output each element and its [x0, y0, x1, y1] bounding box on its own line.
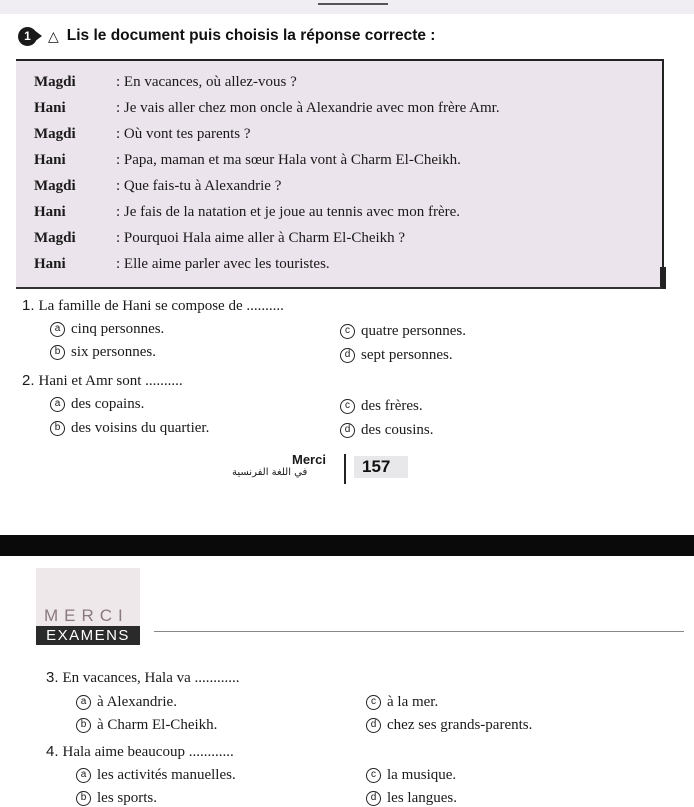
speaker: Magdi	[34, 230, 76, 246]
question-4	[46, 743, 234, 761]
option-text: à Charm El-Cheikh.	[97, 717, 218, 733]
option-3b[interactable]	[76, 716, 217, 734]
question-number: 4.	[46, 743, 59, 760]
option-text: cinq personnes.	[71, 321, 165, 337]
option-text: quatre personnes.	[361, 323, 466, 339]
option-2d[interactable]	[340, 421, 434, 439]
option-letter: a	[50, 397, 65, 412]
question-1	[22, 297, 284, 315]
line-text: : Où vont tes parents ?	[116, 126, 251, 142]
option-text: les langues.	[387, 790, 457, 806]
option-text: des cousins.	[361, 422, 434, 438]
option-letter: d	[340, 423, 355, 438]
instruction-text: Lis le document puis choisis la réponse correcte :	[66, 27, 436, 44]
question-text: La famille de Hani se compose de	[38, 298, 243, 314]
exercise-instruction	[18, 26, 435, 46]
option-letter: d	[366, 718, 381, 733]
footer-arabic-subtitle: في اللغة الفرنسية	[232, 467, 308, 478]
triangle-warning-icon: △	[48, 27, 59, 44]
answer-blank: ..........	[246, 298, 284, 314]
answer-blank: ............	[188, 744, 234, 760]
footer-divider	[344, 454, 346, 484]
option-text: la musique.	[387, 767, 457, 783]
line-text: : En vacances, où allez-vous ?	[116, 74, 297, 90]
option-letter: a	[76, 695, 91, 710]
option-letter: c	[366, 768, 381, 783]
speaker: Magdi	[34, 74, 76, 90]
speaker: Magdi	[34, 178, 76, 194]
option-text: les sports.	[97, 790, 157, 806]
option-letter: a	[76, 768, 91, 783]
number-badge-icon: 1	[18, 27, 37, 46]
line-text: : Pourquoi Hala aime aller à Charm El-Cheikh ?	[116, 230, 406, 246]
option-1b[interactable]	[50, 343, 156, 361]
option-letter: b	[76, 718, 91, 733]
option-letter: b	[76, 791, 91, 806]
question-number: 2.	[22, 372, 35, 389]
option-text: à Alexandrie.	[97, 694, 177, 710]
option-text: des voisins du quartier.	[71, 420, 210, 436]
option-2a[interactable]	[50, 395, 144, 413]
option-1c[interactable]	[340, 322, 466, 340]
speaker: Hani	[34, 152, 66, 168]
option-2c[interactable]	[340, 397, 423, 415]
option-text: les activités manuelles.	[97, 767, 236, 783]
option-3a[interactable]	[76, 693, 177, 711]
option-text: des copains.	[71, 396, 145, 412]
option-4c[interactable]	[366, 766, 456, 784]
option-letter: c	[340, 399, 355, 414]
option-3d[interactable]	[366, 716, 532, 734]
option-text: six personnes.	[71, 344, 156, 360]
answer-blank: ..........	[145, 373, 183, 389]
header-rule	[154, 631, 684, 632]
question-text: Hani et Amr sont	[38, 373, 142, 389]
dialogue-box	[16, 59, 664, 289]
option-1d[interactable]	[340, 346, 453, 364]
option-letter: d	[340, 348, 355, 363]
question-2	[22, 372, 183, 390]
speaker: Magdi	[34, 126, 76, 142]
footer-brand: Merci	[292, 452, 326, 467]
question-text: Hala aime beaucoup	[62, 744, 185, 760]
line-text: : Elle aime parler avec les touristes.	[116, 256, 330, 272]
question-text: En vacances, Hala va	[62, 670, 191, 686]
line-text: : Papa, maman et ma sœur Hala vont à Charm El-Cheikh.	[116, 152, 461, 168]
option-2b[interactable]	[50, 419, 209, 437]
option-1a[interactable]	[50, 320, 164, 338]
option-text: des frères.	[361, 398, 423, 414]
option-4b[interactable]	[76, 789, 157, 807]
option-3c[interactable]	[366, 693, 438, 711]
question-number: 1.	[22, 297, 35, 314]
option-text: chez ses grands-parents.	[387, 717, 533, 733]
question-3	[46, 669, 240, 687]
page-number: 157	[354, 456, 408, 478]
option-letter: a	[50, 322, 65, 337]
speaker: Hani	[34, 256, 66, 272]
option-letter: b	[50, 421, 65, 436]
line-text: : Je vais aller chez mon oncle à Alexandrie avec mon frère Amr.	[116, 100, 500, 116]
option-4d[interactable]	[366, 789, 457, 807]
option-letter: d	[366, 791, 381, 806]
option-letter: b	[50, 345, 65, 360]
answer-blank: ............	[194, 670, 240, 686]
question-number: 3.	[46, 669, 59, 686]
option-letter: c	[340, 324, 355, 339]
merci-label: MERCI	[44, 606, 129, 625]
corner-mark	[660, 267, 666, 289]
top-page-strip	[0, 0, 694, 14]
top-dash	[318, 3, 388, 5]
line-text: : Je fais de la natation et je joue au tennis avec mon frère.	[116, 204, 461, 220]
examens-label: EXAMENS	[36, 626, 140, 645]
option-text: à la mer.	[387, 694, 439, 710]
option-letter: c	[366, 695, 381, 710]
option-text: sept personnes.	[361, 347, 453, 363]
option-4a[interactable]	[76, 766, 236, 784]
arrow-icon	[34, 30, 42, 42]
line-text: : Que fais-tu à Alexandrie ?	[116, 178, 282, 194]
speaker: Hani	[34, 204, 66, 220]
speaker: Hani	[34, 100, 66, 116]
page-separator	[0, 535, 694, 556]
